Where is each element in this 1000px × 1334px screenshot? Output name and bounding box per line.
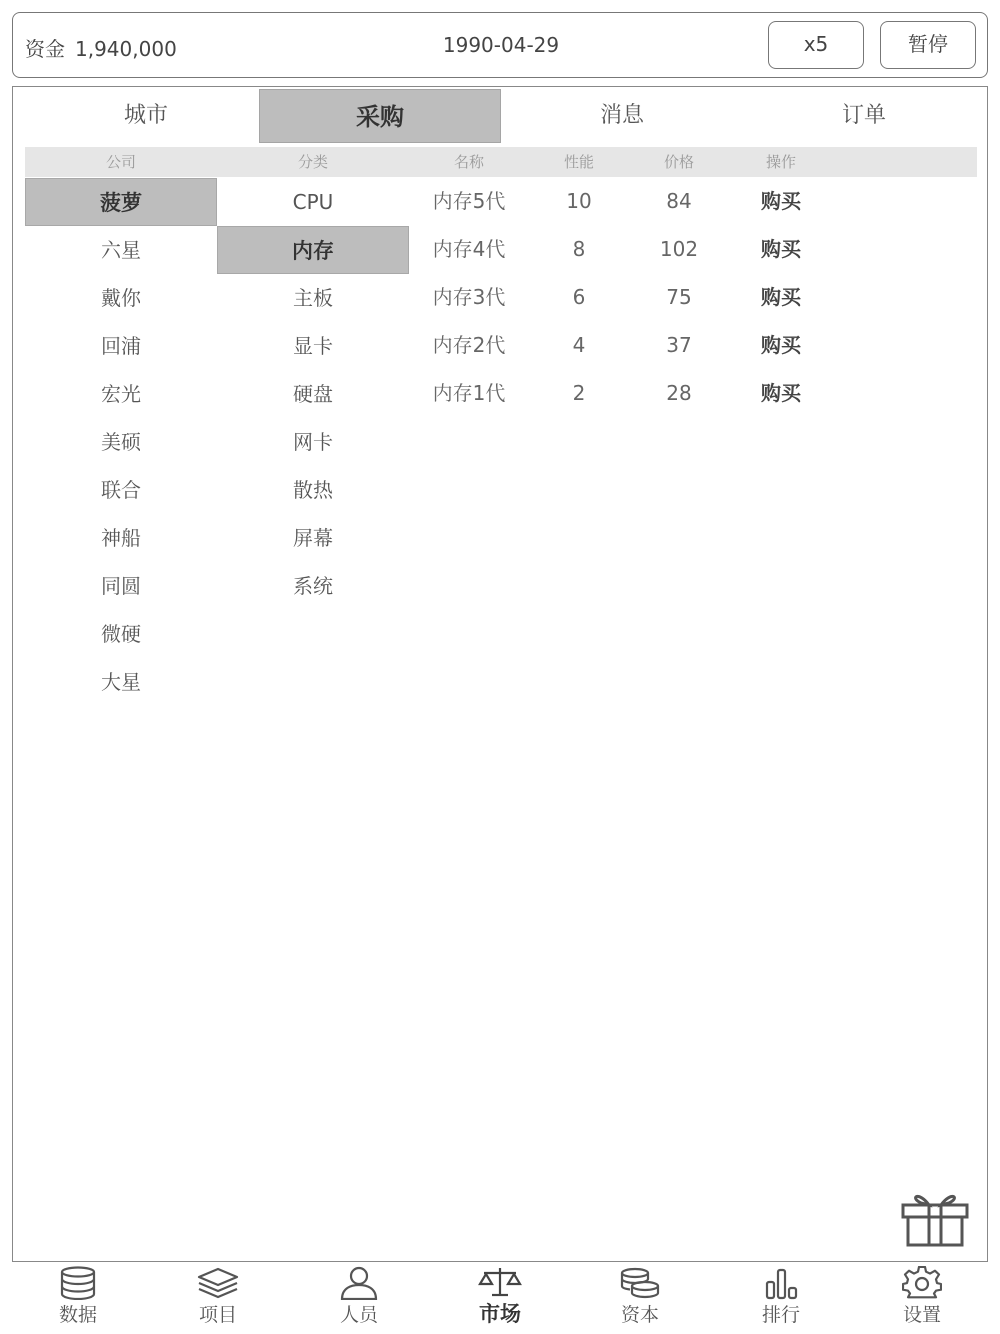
company-item[interactable]: 宏光 — [101, 382, 141, 406]
product-performance: 4 — [572, 333, 586, 357]
product-name: 内存1代 — [432, 381, 506, 405]
company-item[interactable]: 菠萝 — [25, 178, 217, 226]
header-name: 名称 — [453, 153, 484, 171]
table-row — [409, 225, 829, 273]
nav-market[interactable] — [440, 1262, 560, 1334]
game-date: 1990-04-29 — [442, 33, 560, 57]
nav-ranking[interactable] — [721, 1262, 841, 1334]
nav-projects[interactable] — [158, 1262, 278, 1334]
product-name: 内存5代 — [432, 189, 506, 213]
product-performance: 10 — [566, 189, 592, 213]
buy-button[interactable]: 购买 — [761, 189, 801, 213]
tab-purchase[interactable]: 采购 — [259, 89, 501, 143]
nav-label: 资本 — [620, 1304, 659, 1326]
product-performance: 8 — [572, 237, 586, 261]
buy-button[interactable]: 购买 — [761, 237, 801, 261]
table-row — [409, 321, 829, 369]
product-name: 内存4代 — [432, 237, 506, 261]
category-item[interactable]: 主板 — [293, 286, 333, 310]
product-performance: 6 — [572, 285, 586, 309]
tab-bar — [25, 89, 977, 143]
tab-messages[interactable]: 消息 — [599, 103, 644, 128]
category-item[interactable]: CPU — [292, 190, 334, 214]
nav-label: 市场 — [479, 1302, 521, 1326]
category-item[interactable]: 系统 — [293, 574, 333, 598]
category-item[interactable]: 内存 — [217, 226, 409, 274]
table-row — [409, 177, 829, 225]
gear-icon — [902, 1266, 942, 1300]
nav-staff[interactable] — [299, 1262, 419, 1334]
user-icon — [339, 1266, 379, 1300]
gift-icon[interactable] — [899, 1187, 971, 1247]
bottom-nav — [0, 1262, 1000, 1334]
tab-orders[interactable]: 订单 — [841, 103, 886, 128]
nav-capital[interactable] — [580, 1262, 700, 1334]
category-item[interactable]: 散热 — [293, 478, 333, 502]
scale-icon — [478, 1266, 522, 1298]
database-icon — [58, 1266, 98, 1300]
buy-button[interactable]: 购买 — [761, 285, 801, 309]
product-price: 102 — [659, 237, 699, 261]
funds-value: 1,940,000 — [75, 37, 177, 61]
product-price: 37 — [666, 333, 692, 357]
tab-city[interactable]: 城市 — [123, 103, 168, 128]
product-name: 内存3代 — [432, 285, 506, 309]
company-item[interactable]: 回浦 — [101, 334, 141, 358]
table-row — [409, 369, 829, 417]
ranking-icon — [761, 1266, 801, 1300]
market-panel — [12, 86, 988, 1262]
nav-label: 人员 — [339, 1304, 378, 1326]
header-performance: 性能 — [563, 153, 594, 171]
category-item[interactable]: 显卡 — [293, 334, 333, 358]
company-item[interactable]: 美硕 — [101, 430, 141, 454]
funds-label: 资金 — [25, 37, 65, 61]
funds-display — [25, 33, 177, 62]
category-item[interactable]: 网卡 — [293, 430, 333, 454]
header-action: 操作 — [765, 153, 796, 171]
nav-label: 数据 — [58, 1304, 97, 1326]
speed-button[interactable]: x5 — [768, 21, 864, 69]
header-price: 价格 — [663, 153, 694, 171]
product-performance: 2 — [572, 381, 586, 405]
category-item[interactable]: 硬盘 — [293, 382, 333, 406]
company-item[interactable]: 六星 — [101, 238, 141, 262]
layers-icon — [196, 1266, 240, 1300]
nav-label: 项目 — [198, 1304, 237, 1326]
coins-icon — [618, 1266, 662, 1300]
nav-label: 排行 — [761, 1304, 800, 1326]
nav-label: 设置 — [902, 1304, 941, 1326]
table-header — [25, 147, 977, 177]
product-price: 75 — [666, 285, 692, 309]
buy-button[interactable]: 购买 — [761, 381, 801, 405]
company-item[interactable]: 戴你 — [101, 286, 141, 310]
company-item[interactable]: 同圆 — [101, 574, 141, 598]
product-name: 内存2代 — [432, 333, 506, 357]
company-item[interactable]: 大星 — [101, 670, 141, 694]
buy-button[interactable]: 购买 — [761, 333, 801, 357]
status-bar — [12, 12, 988, 78]
nav-settings[interactable] — [862, 1262, 982, 1334]
product-price: 84 — [666, 189, 692, 213]
company-item[interactable]: 神船 — [101, 526, 141, 550]
nav-data[interactable] — [18, 1262, 138, 1334]
category-item[interactable]: 屏幕 — [293, 526, 333, 550]
header-company: 公司 — [105, 153, 136, 171]
header-category: 分类 — [297, 153, 328, 171]
company-item[interactable]: 联合 — [101, 478, 141, 502]
product-price: 28 — [666, 381, 692, 405]
company-item[interactable]: 微硬 — [101, 622, 141, 646]
table-row — [409, 273, 829, 321]
pause-button[interactable]: 暂停 — [880, 21, 976, 69]
